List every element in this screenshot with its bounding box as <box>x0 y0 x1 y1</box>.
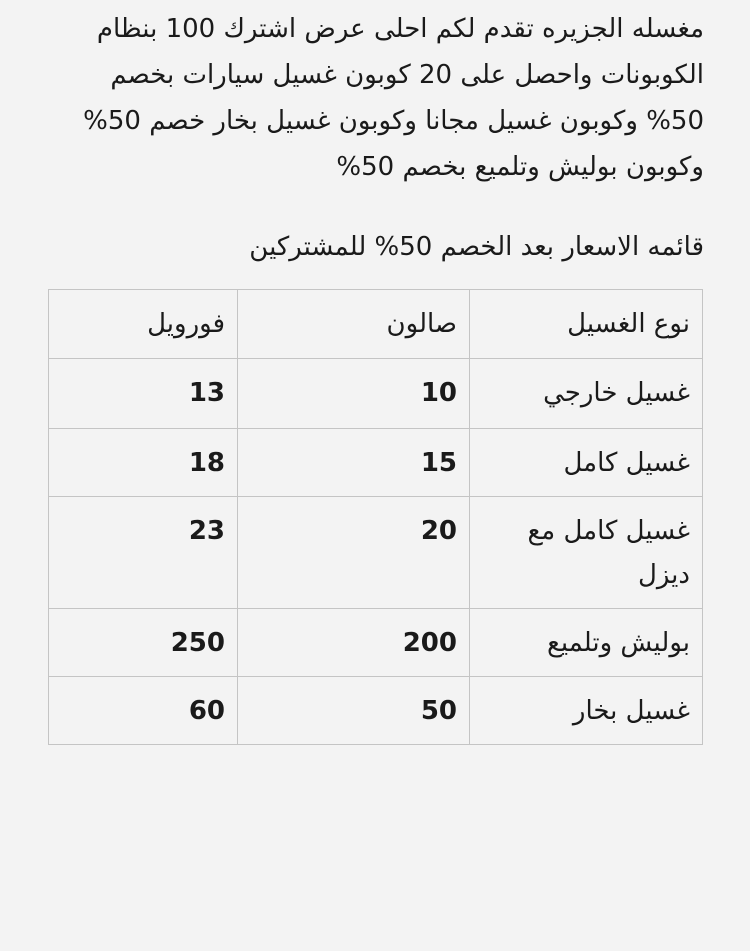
header-salon: صالون <box>238 290 470 359</box>
price-table <box>48 289 703 745</box>
fourwheel-price-cell: 23 <box>49 497 238 609</box>
salon-price-cell: 50 <box>238 677 470 745</box>
table-row <box>49 359 703 429</box>
wash-type-cell: غسيل كامل مع ديزل <box>470 497 703 609</box>
fourwheel-price-cell: 250 <box>49 609 238 677</box>
table-row <box>49 609 703 677</box>
wash-type-cell: غسيل كامل <box>470 429 703 497</box>
table-row <box>49 677 703 745</box>
fourwheel-price-cell: 18 <box>49 429 238 497</box>
price-list-title: قائمه الاسعار بعد الخصم 50% للمشتركين <box>249 232 704 262</box>
wash-type-cell: بوليش وتلميع <box>470 609 703 677</box>
table-header-row <box>49 290 703 359</box>
fourwheel-price-cell: 60 <box>49 677 238 745</box>
fourwheel-price-cell: 13 <box>49 359 238 429</box>
header-fourwheel: فورويل <box>49 290 238 359</box>
intro-paragraph: مغسله الجزيره تقدم لكم احلى عرض اشترك 100 بنظام الكوبونات واحصل على 20 كوبون غسيل سيارات بخصم 50% وكوبون غسيل مجانا وكوبون غسيل بخار خصم 50% وكوبون بوليش وتلميع بخصم 50% <box>83 14 704 182</box>
wash-type-cell: غسيل بخار <box>470 677 703 745</box>
table-row <box>49 429 703 497</box>
salon-price-cell: 15 <box>238 429 470 497</box>
table-row <box>49 497 703 609</box>
wash-type-cell: غسيل خارجي <box>470 359 703 429</box>
salon-price-cell: 200 <box>238 609 470 677</box>
salon-price-cell: 20 <box>238 497 470 609</box>
header-wash-type: نوع الغسيل <box>470 290 703 359</box>
salon-price-cell: 10 <box>238 359 470 429</box>
